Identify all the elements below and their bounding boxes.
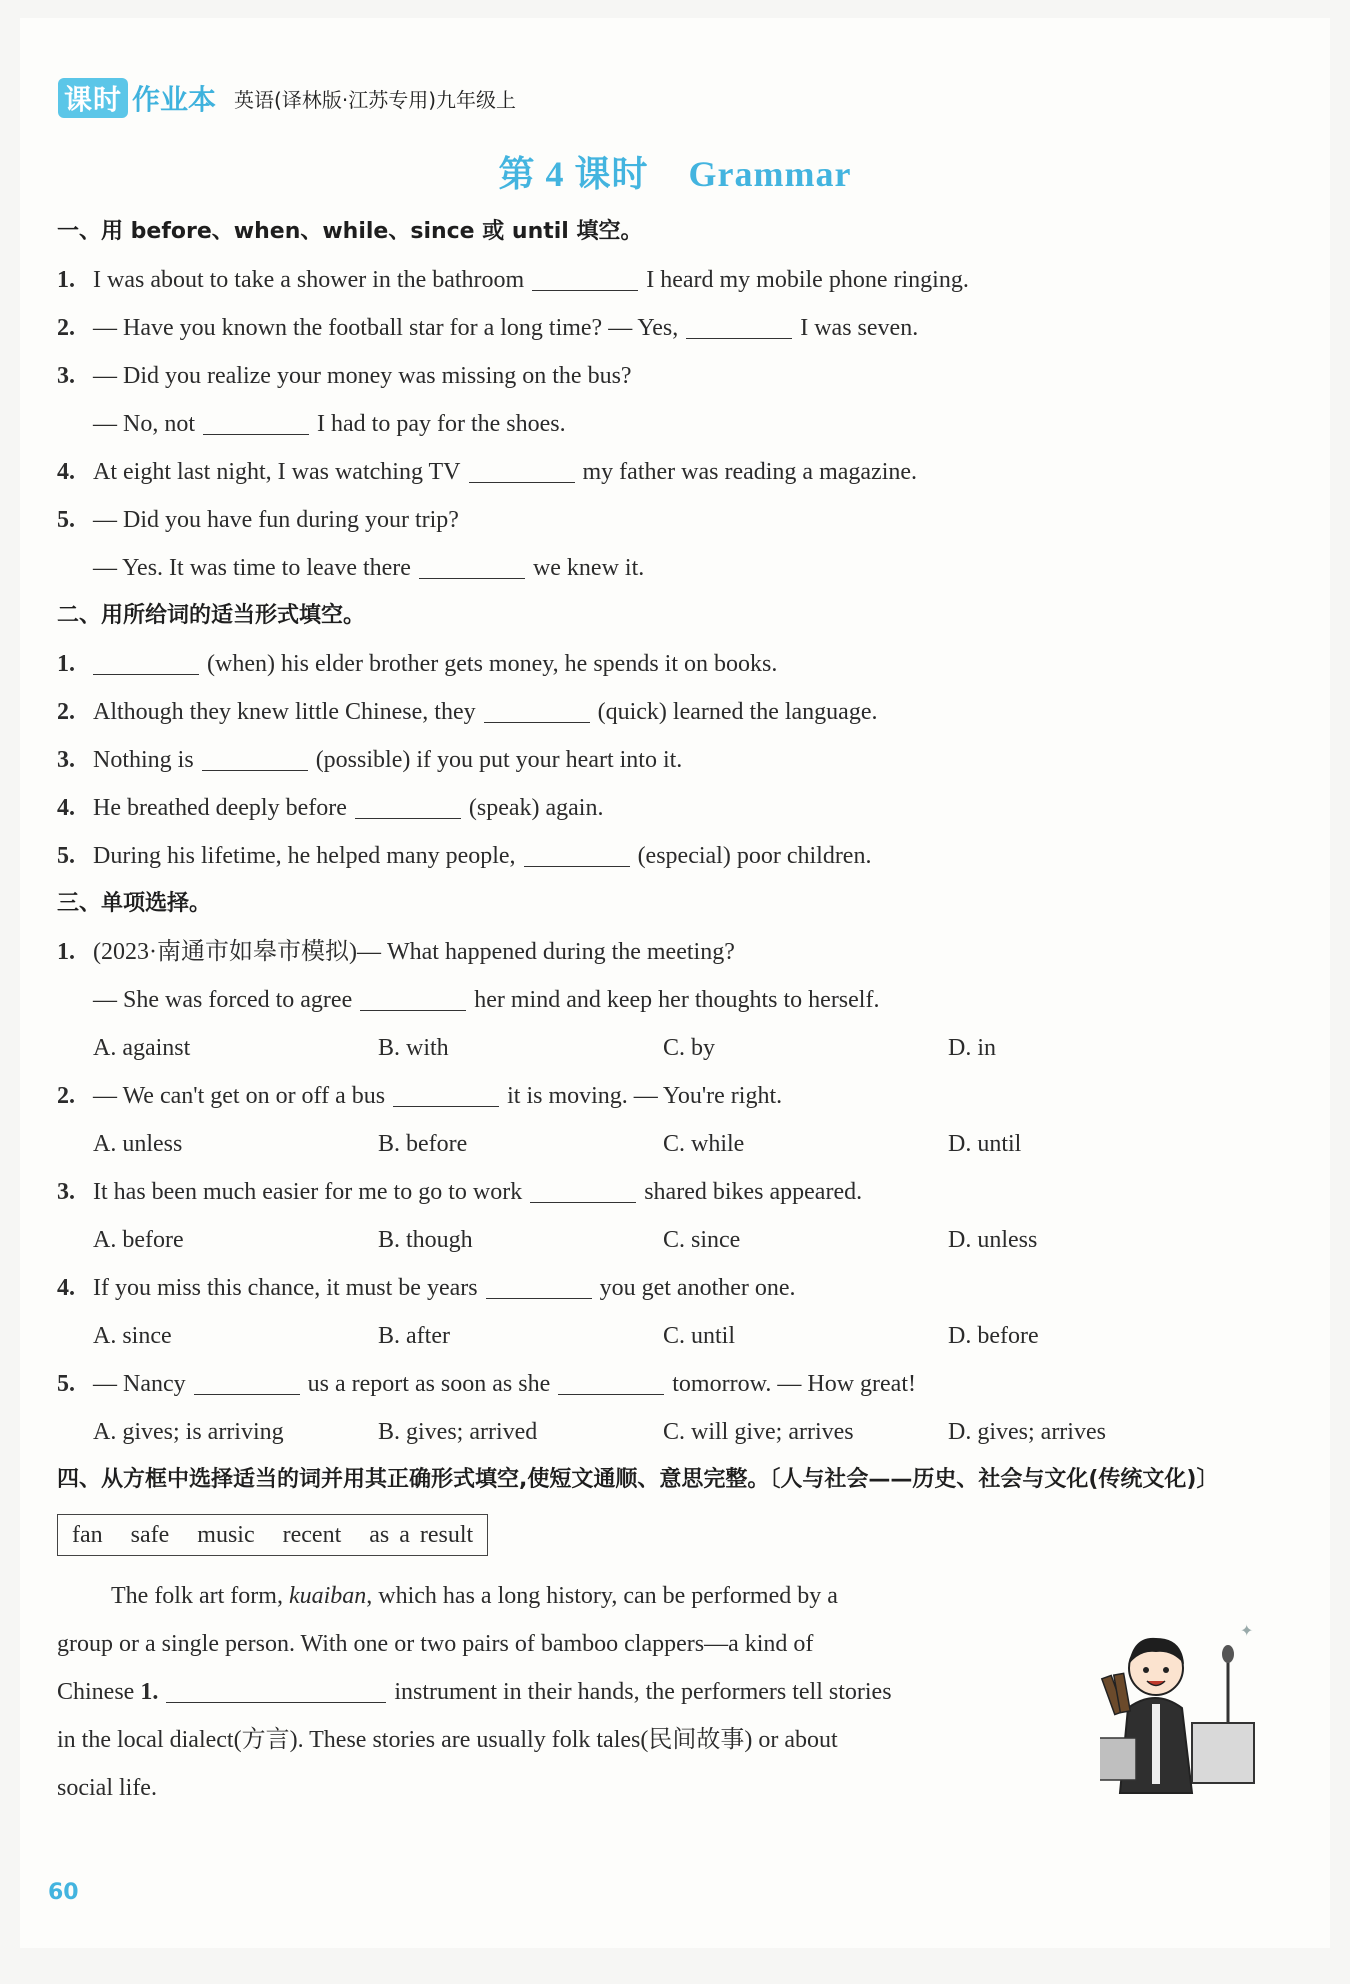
passage-text: Chinese xyxy=(57,1679,141,1705)
page-header xyxy=(58,73,516,123)
answer-blank[interactable] xyxy=(393,1080,499,1107)
answer-blank[interactable] xyxy=(486,1272,592,1299)
question-number: 4. xyxy=(57,459,75,485)
option-a[interactable]: A. gives; is arriving xyxy=(93,1419,284,1445)
question-text: — Did you have fun during your trip? xyxy=(93,507,459,533)
passage-line: group or a single person. With one or two pairs of bamboo clappers—a kind of xyxy=(57,1631,814,1657)
answer-blank[interactable] xyxy=(166,1676,386,1703)
option-a[interactable]: A. before xyxy=(93,1227,184,1253)
question xyxy=(57,832,1272,880)
question-text: If you miss this chance, it must be years xyxy=(93,1275,478,1301)
passage-line: social life. xyxy=(57,1775,157,1801)
question xyxy=(57,784,1272,832)
option-a[interactable]: A. since xyxy=(93,1323,172,1349)
word-option: recent xyxy=(282,1522,342,1548)
question-text: It has been much easier for me to go to work xyxy=(93,1179,523,1205)
subject-label: 英语(译林版·江苏专用)九年级上 xyxy=(234,87,516,112)
question-number: 3. xyxy=(57,747,75,773)
word-option: music xyxy=(197,1522,255,1548)
question-text: He breathed deeply before xyxy=(93,795,347,821)
question-text: (quick) learned the language. xyxy=(597,699,878,725)
exercise-content xyxy=(57,208,1272,1812)
word-option: fan xyxy=(72,1522,103,1548)
question-text: I heard my mobile phone ringing. xyxy=(646,267,969,293)
brand-name: 作业本 xyxy=(132,83,217,116)
question-number: 2. xyxy=(57,315,75,341)
answer-options xyxy=(57,1024,1272,1072)
question xyxy=(57,256,1272,304)
answer-blank[interactable] xyxy=(93,648,199,675)
question-number: 5. xyxy=(57,843,75,869)
option-d[interactable]: D. before xyxy=(948,1323,1039,1349)
option-b[interactable]: B. after xyxy=(378,1323,450,1349)
option-a[interactable]: A. against xyxy=(93,1035,191,1061)
word-option: safe xyxy=(130,1522,170,1548)
robe-collar xyxy=(1152,1704,1160,1784)
answer-blank[interactable] xyxy=(532,264,638,291)
option-d[interactable]: D. in xyxy=(948,1035,996,1061)
option-c[interactable]: C. by xyxy=(663,1035,716,1061)
answer-blank[interactable] xyxy=(469,456,575,483)
question-number: 5. xyxy=(57,507,75,533)
brand-badge: 课时 xyxy=(58,78,128,118)
bag xyxy=(1100,1738,1136,1780)
question xyxy=(57,496,1272,544)
question-text: — No, not xyxy=(93,411,195,437)
answer-blank[interactable] xyxy=(530,1176,636,1203)
answer-blank[interactable] xyxy=(524,840,630,867)
question-number: 3. xyxy=(57,363,75,389)
question-number: 4. xyxy=(57,795,75,821)
question-text: my father was reading a magazine. xyxy=(582,459,918,485)
answer-options xyxy=(57,1408,1272,1456)
option-c[interactable]: C. since xyxy=(663,1227,741,1253)
option-c[interactable]: C. will give; arrives xyxy=(663,1419,854,1445)
question-number: 5. xyxy=(57,1371,75,1397)
option-b[interactable]: B. with xyxy=(378,1035,449,1061)
lesson-title: 第 4 课时 Grammar xyxy=(498,154,852,194)
question-text: Nothing is xyxy=(93,747,194,773)
worksheet-page xyxy=(20,18,1330,1948)
question-text: (2023·南通市如皋市模拟)— What happened during the meeting? xyxy=(93,939,735,965)
question-number: 1. xyxy=(57,939,75,965)
question-text: I was about to take a shower in the bathroom xyxy=(93,267,525,293)
answer-options xyxy=(57,1216,1272,1264)
question-text: — Have you known the football star for a long time? — Yes, xyxy=(93,315,679,341)
question-text: her mind and keep her thoughts to herself. xyxy=(474,987,880,1013)
question-text: I had to pay for the shoes. xyxy=(317,411,566,437)
question-text: — Nancy xyxy=(93,1371,186,1397)
question-continued xyxy=(57,976,1272,1024)
answer-options xyxy=(57,1312,1272,1360)
question-text: — We can't get on or off a bus xyxy=(93,1083,386,1109)
question-text: (especial) poor children. xyxy=(637,843,872,869)
question-text: us a report as soon as she xyxy=(307,1371,551,1397)
question xyxy=(57,736,1272,784)
question-text: Although they knew little Chinese, they xyxy=(93,699,476,725)
microphone-icon xyxy=(1222,1645,1234,1663)
section-1-heading: 一、用 before、when、while、since 或 until 填空。 xyxy=(57,219,643,244)
question-text: — She was forced to agree xyxy=(93,987,353,1013)
question-number: 1. xyxy=(57,651,75,677)
question-text: During his lifetime, he helped many people, xyxy=(93,843,516,869)
question xyxy=(57,448,1272,496)
option-b[interactable]: B. before xyxy=(378,1131,468,1157)
question-number: 2. xyxy=(57,699,75,725)
question xyxy=(57,1072,1272,1120)
option-a[interactable]: A. unless xyxy=(93,1131,183,1157)
answer-blank[interactable] xyxy=(202,744,308,771)
question-number: 2. xyxy=(57,1083,75,1109)
question-text: — Yes. It was time to leave there xyxy=(93,555,411,581)
question-text: I was seven. xyxy=(800,315,919,341)
word-option: as a result xyxy=(369,1522,474,1548)
podium xyxy=(1192,1723,1254,1783)
question xyxy=(57,1360,1272,1408)
answer-blank[interactable] xyxy=(203,408,309,435)
option-d[interactable]: D. until xyxy=(948,1131,1022,1157)
question-text: — Did you realize your money was missing on the bus? xyxy=(93,363,632,389)
option-b[interactable]: B. gives; arrived xyxy=(378,1419,538,1445)
passage-text: The folk art form, xyxy=(111,1583,289,1609)
passage-italic-term: kuaiban xyxy=(288,1583,367,1609)
question xyxy=(57,1168,1272,1216)
option-d[interactable]: D. unless xyxy=(948,1227,1038,1253)
answer-blank[interactable] xyxy=(360,984,466,1011)
answer-options xyxy=(57,1120,1272,1168)
question-number: 4. xyxy=(57,1275,75,1301)
sparkle-icon: ✦ xyxy=(1240,1623,1254,1640)
answer-blank[interactable] xyxy=(558,1368,664,1395)
question-text: tomorrow. — How great! xyxy=(672,1371,916,1397)
section-4-heading: 四、从方框中选择适当的词并用其正确形式填空,使短文通顺、意思完整。〔人与社会——历史、社会与文化(传统文化)〕 xyxy=(57,1467,1219,1492)
question-text: we knew it. xyxy=(532,555,645,581)
answer-blank[interactable] xyxy=(419,552,525,579)
passage-text: , which has a long history, can be performed by a xyxy=(366,1583,838,1609)
question xyxy=(57,304,1272,352)
section-2-heading: 二、用所给词的适当形式填空。 xyxy=(57,603,366,628)
question-number: 1. xyxy=(57,267,75,293)
question xyxy=(57,1264,1272,1312)
question-text: (when) his elder brother gets money, he spends it on books. xyxy=(207,651,778,677)
question xyxy=(57,640,1272,688)
page-number: 60 xyxy=(48,1880,79,1905)
answer-blank[interactable] xyxy=(194,1368,300,1395)
question-text: At eight last night, I was watching TV xyxy=(93,459,461,485)
question-text: it is moving. — You're right. xyxy=(507,1083,783,1109)
passage-text: instrument in their hands, the performers tell stories xyxy=(394,1679,892,1705)
question xyxy=(57,928,1272,976)
option-b[interactable]: B. though xyxy=(378,1227,473,1253)
question xyxy=(57,688,1272,736)
option-d[interactable]: D. gives; arrives xyxy=(948,1419,1106,1445)
option-c[interactable]: C. while xyxy=(663,1131,745,1157)
question-text: (speak) again. xyxy=(468,795,604,821)
question-number: 3. xyxy=(57,1179,75,1205)
option-c[interactable]: C. until xyxy=(663,1323,736,1349)
question-text: shared bikes appeared. xyxy=(644,1179,863,1205)
question-continued xyxy=(57,400,1272,448)
performer-illustration xyxy=(1100,1618,1270,1808)
reading-passage xyxy=(57,1572,1077,1812)
question-continued xyxy=(57,544,1272,592)
passage-line xyxy=(57,1668,1077,1716)
section-3-heading: 三、单项选择。 xyxy=(57,891,212,916)
question-text: you get another one. xyxy=(599,1275,796,1301)
question xyxy=(57,352,1272,400)
passage-line: in the local dialect(方言). These stories are usually folk tales(民间故事) or about xyxy=(57,1727,838,1753)
word-box xyxy=(57,1514,488,1556)
question-number: 1. xyxy=(140,1679,159,1705)
answer-blank[interactable] xyxy=(686,312,792,339)
answer-blank[interactable] xyxy=(484,696,590,723)
question-text: (possible) if you put your heart into it. xyxy=(315,747,683,773)
answer-blank[interactable] xyxy=(355,792,461,819)
passage-line xyxy=(57,1572,1077,1620)
